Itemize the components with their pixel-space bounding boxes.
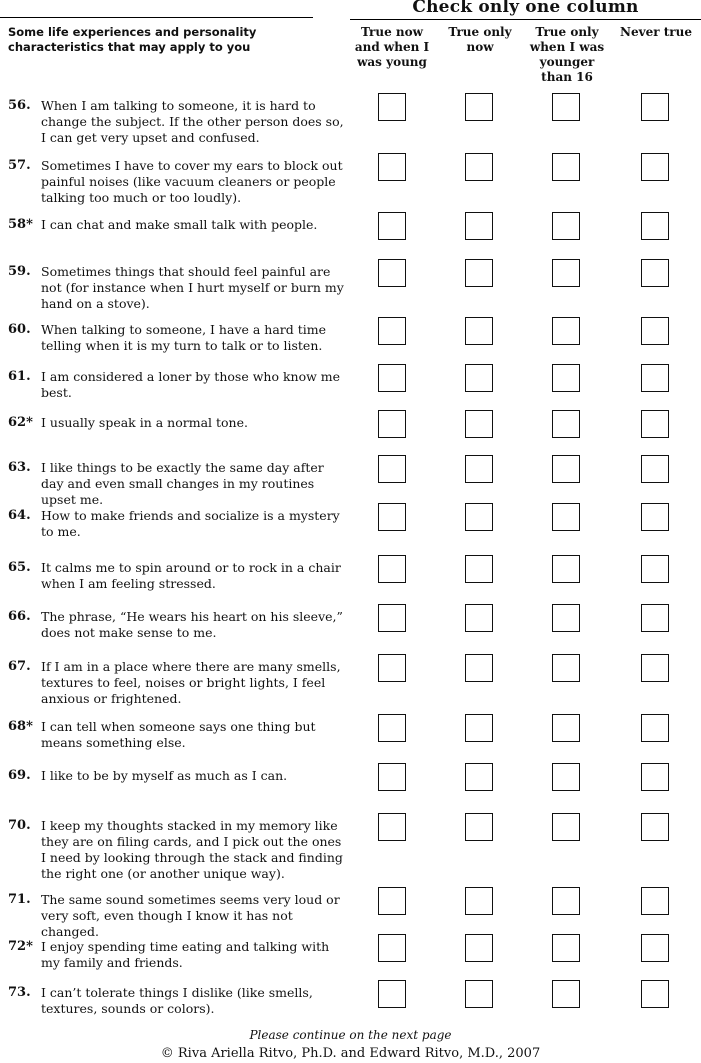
checkbox-true-now-and-young[interactable] (378, 93, 406, 121)
checkbox-true-now-and-young[interactable] (378, 410, 406, 438)
checkbox-true-only-younger[interactable] (552, 980, 580, 1008)
checkbox-never-true[interactable] (641, 813, 669, 841)
checkbox-true-only-now[interactable] (465, 317, 493, 345)
checkbox-never-true[interactable] (641, 887, 669, 915)
checkbox-true-now-and-young[interactable] (378, 980, 406, 1008)
checkbox-true-only-younger[interactable] (552, 153, 580, 181)
checkbox-true-now-and-young[interactable] (378, 714, 406, 742)
question-number: 69. (8, 768, 31, 783)
checkbox-true-only-younger[interactable] (552, 364, 580, 392)
checkbox-true-only-now[interactable] (465, 934, 493, 962)
question-number: 59. (8, 264, 31, 279)
question-number: 57. (8, 158, 31, 173)
checkbox-true-only-now[interactable] (465, 153, 493, 181)
checkbox-never-true[interactable] (641, 604, 669, 632)
checkbox-true-only-younger[interactable] (552, 604, 580, 632)
question-text: How to make friends and socialize is a mystery to me. (41, 508, 340, 539)
question-number: 67. (8, 659, 31, 674)
checkbox-true-only-now[interactable] (465, 654, 493, 682)
question-number: 63. (8, 460, 31, 475)
checkbox-never-true[interactable] (641, 364, 669, 392)
question-number: 71. (8, 892, 31, 907)
question-number: 64. (8, 508, 31, 523)
question-text: I like things to be exactly the same day after day and even small changes in my routines upset me. (41, 460, 324, 507)
question-number: 65. (8, 560, 31, 575)
checkbox-true-now-and-young[interactable] (378, 455, 406, 483)
question-text: Sometimes I have to cover my ears to block out painful noises (like vacuum cleaners or people talking too much or too loudly). (41, 158, 343, 205)
question-number: 60. (8, 322, 31, 337)
question-number: 68* (8, 719, 33, 734)
checkbox-never-true[interactable] (641, 455, 669, 483)
checkbox-true-only-now[interactable] (465, 259, 493, 287)
checkbox-true-only-now[interactable] (465, 887, 493, 915)
checkbox-true-only-now[interactable] (465, 980, 493, 1008)
question-number: 70. (8, 818, 31, 833)
question-number: 66. (8, 609, 31, 624)
checkbox-true-only-younger[interactable] (552, 212, 580, 240)
checkbox-true-now-and-young[interactable] (378, 503, 406, 531)
checkbox-true-only-now[interactable] (465, 93, 493, 121)
check-title: Check only one column (350, 0, 701, 20)
column-header-true-only-younger: True only when I was younger than 16 (529, 25, 605, 84)
checkbox-true-now-and-young[interactable] (378, 153, 406, 181)
checkbox-true-now-and-young[interactable] (378, 887, 406, 915)
checkbox-true-only-younger[interactable] (552, 555, 580, 583)
checkbox-true-only-now[interactable] (465, 212, 493, 240)
checkbox-true-now-and-young[interactable] (378, 604, 406, 632)
question-number: 72* (8, 939, 33, 954)
checkbox-never-true[interactable] (641, 153, 669, 181)
checkbox-never-true[interactable] (641, 555, 669, 583)
checkbox-true-only-now[interactable] (465, 555, 493, 583)
copyright: © Riva Ariella Ritvo, Ph.D. and Edward Ritvo, M.D., 2007 (160, 1046, 541, 1061)
question-number: 56. (8, 98, 31, 113)
checkbox-true-only-younger[interactable] (552, 317, 580, 345)
checkbox-true-only-younger[interactable] (552, 455, 580, 483)
question-text: I can’t tolerate things I dislike (like smells, textures, sounds or colors). (41, 985, 313, 1016)
checkbox-true-now-and-young[interactable] (378, 317, 406, 345)
question-text: I can tell when someone says one thing but means something else. (41, 719, 316, 750)
checkbox-never-true[interactable] (641, 259, 669, 287)
checkbox-true-now-and-young[interactable] (378, 934, 406, 962)
header-rule (0, 17, 313, 18)
checkbox-true-now-and-young[interactable] (378, 813, 406, 841)
checkbox-never-true[interactable] (641, 503, 669, 531)
checkbox-true-only-younger[interactable] (552, 93, 580, 121)
checkbox-true-now-and-young[interactable] (378, 364, 406, 392)
checkbox-true-only-younger[interactable] (552, 714, 580, 742)
checkbox-never-true[interactable] (641, 934, 669, 962)
checkbox-true-now-and-young[interactable] (378, 555, 406, 583)
question-text: Sometimes things that should feel painful are not (for instance when I hurt myself or burn my hand on a stove). (41, 264, 344, 311)
checkbox-never-true[interactable] (641, 212, 669, 240)
checkbox-true-now-and-young[interactable] (378, 259, 406, 287)
question-number: 73. (8, 985, 31, 1000)
checkbox-true-now-and-young[interactable] (378, 763, 406, 791)
checkbox-true-only-now[interactable] (465, 714, 493, 742)
question-number: 62* (8, 415, 33, 430)
checkbox-true-only-younger[interactable] (552, 654, 580, 682)
checkbox-never-true[interactable] (641, 980, 669, 1008)
question-text: I usually speak in a normal tone. (41, 415, 248, 430)
checkbox-never-true[interactable] (641, 763, 669, 791)
checkbox-true-only-younger[interactable] (552, 813, 580, 841)
checkbox-true-only-now[interactable] (465, 813, 493, 841)
question-text: When talking to someone, I have a hard time telling when it is my turn to talk or to listen. (41, 322, 327, 353)
column-header-true-now-and-young: True now and when I was young (354, 25, 430, 69)
checkbox-never-true[interactable] (641, 410, 669, 438)
question-text: When I am talking to someone, it is hard to change the subject. If the other person does so, I can get very upset and confused. (41, 98, 344, 145)
checkbox-never-true[interactable] (641, 714, 669, 742)
question-number: 61. (8, 369, 31, 384)
question-text: The same sound sometimes seems very loud or very soft, even though I know it has not changed. (41, 892, 340, 939)
checkbox-true-only-younger[interactable] (552, 503, 580, 531)
question-text: I keep my thoughts stacked in my memory like they are on filing cards, and I pick out the ones I need by looking through the stack and finding the right one (or another unique way). (41, 818, 343, 881)
question-number: 58* (8, 217, 33, 232)
question-text: The phrase, “He wears his heart on his sleeve,” does not make sense to me. (41, 609, 343, 640)
question-text: If I am in a place where there are many smells, textures to feel, noises or bright lights, I feel anxious or frightened. (41, 659, 341, 706)
checkbox-true-now-and-young[interactable] (378, 212, 406, 240)
checkbox-true-only-younger[interactable] (552, 410, 580, 438)
checkbox-true-now-and-young[interactable] (378, 654, 406, 682)
column-header-true-only-now: True only now (448, 25, 512, 54)
intro-label: Some life experiences and personality characteristics that may apply to you (8, 25, 257, 54)
question-text: I enjoy spending time eating and talking with my family and friends. (41, 939, 330, 970)
question-text: I like to be by myself as much as I can. (41, 768, 288, 783)
question-text: I am considered a loner by those who know me best. (41, 369, 341, 400)
checkbox-true-only-now[interactable] (465, 364, 493, 392)
checkbox-true-only-now[interactable] (465, 604, 493, 632)
checkbox-true-only-now[interactable] (465, 763, 493, 791)
checkbox-true-only-younger[interactable] (552, 934, 580, 962)
checkbox-never-true[interactable] (641, 317, 669, 345)
column-header-never-true: Never true (620, 25, 692, 39)
checkbox-never-true[interactable] (641, 654, 669, 682)
checkbox-true-only-younger[interactable] (552, 763, 580, 791)
question-text: I can chat and make small talk with people. (41, 217, 318, 232)
checkbox-true-only-now[interactable] (465, 503, 493, 531)
question-text: It calms me to spin around or to rock in a chair when I am feeling stressed. (41, 560, 341, 591)
continue-note: Please continue on the next page (249, 1028, 452, 1042)
checkbox-true-only-now[interactable] (465, 410, 493, 438)
checkbox-true-only-now[interactable] (465, 455, 493, 483)
checkbox-never-true[interactable] (641, 93, 669, 121)
checkbox-true-only-younger[interactable] (552, 259, 580, 287)
checkbox-true-only-younger[interactable] (552, 887, 580, 915)
